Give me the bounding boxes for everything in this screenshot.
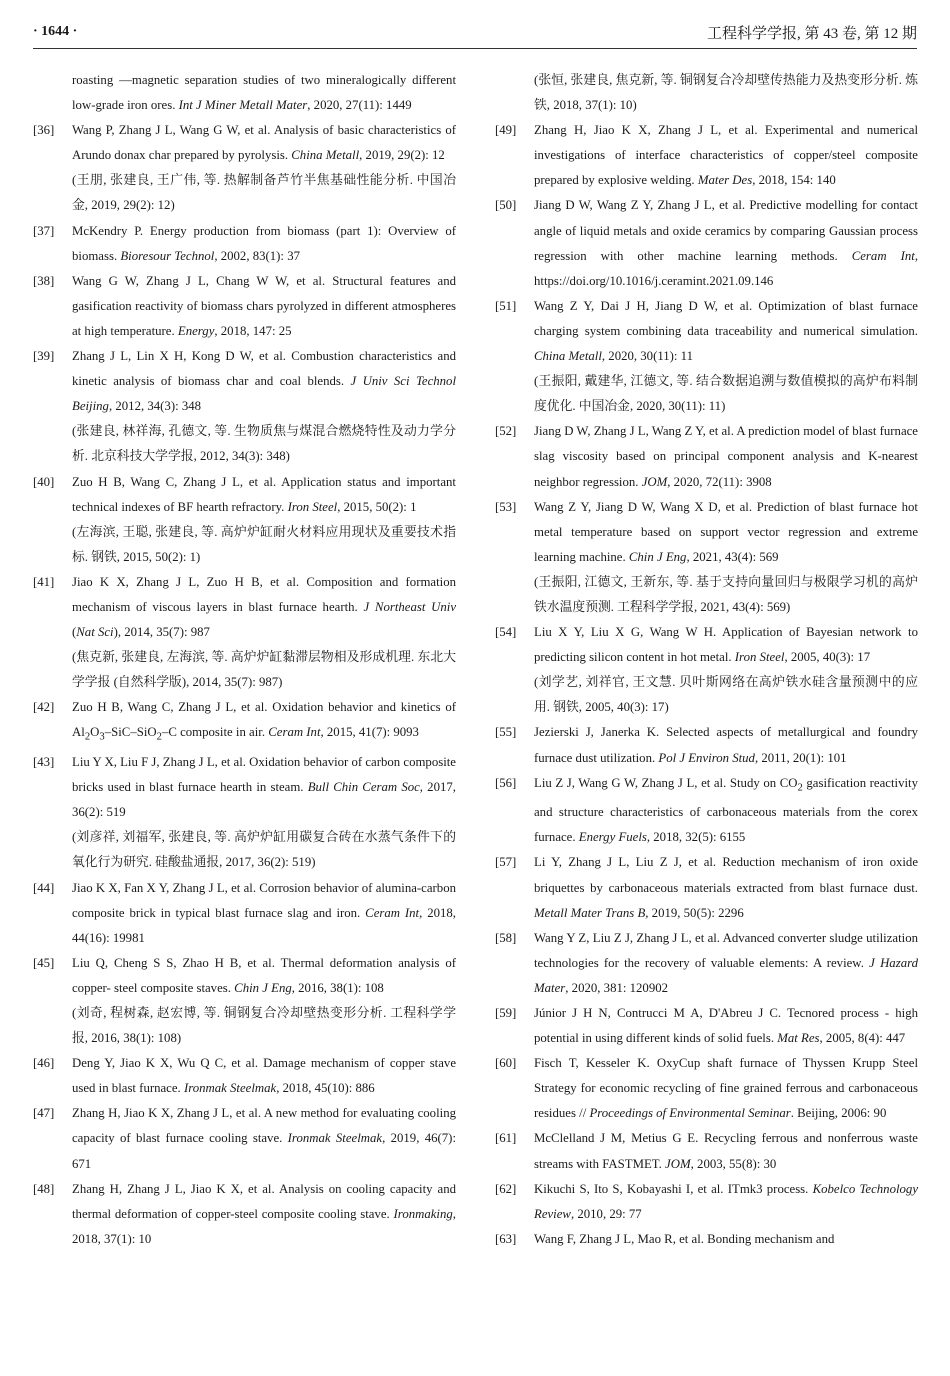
reference-number: [49] <box>495 123 517 138</box>
reference-entry <box>33 695 456 750</box>
reference-column-right <box>495 68 918 1252</box>
reference-number: [60] <box>495 1056 517 1071</box>
reference-text: Zhang J L, Lin X H, Kong D W, et al. Combustion characteristics and kinetic analysis of biomass char and coal blends. J Univ Sci Technol Beijing, 2012, 34(3): 348 (张建良, 林祥海, 孔德文, 等. 生物质焦与煤混合燃烧特性及动力学分析. 北京科技大学学报, 2012, 34(3): 348) <box>72 344 456 469</box>
reference-chinese-translation: (焦克新, 张建良, 左海滨, 等. 高炉炉缸黏滞层物相及形成机理. 东北大学学报 (自然科学版), 2014, 35(7): 987) <box>72 650 456 690</box>
reference-entry <box>495 1126 918 1176</box>
reference-column-left <box>33 68 456 1252</box>
reference-chinese-translation: (王振阳, 戴建华, 江德文, 等. 结合数据追溯与数值模拟的高炉布料制度优化. 中国冶金, 2020, 30(11): 11) <box>534 374 918 414</box>
reference-entry <box>495 495 918 620</box>
reference-text: Zuo H B, Wang C, Zhang J L, et al. Oxidation behavior and kinetics of $Al_2O_3-SiC-SiO_2-C$ composite in air. Ceram Int, 2015, 41(7): 9093 <box>72 700 456 743</box>
reference-number: [50] <box>495 198 517 213</box>
reference-entry <box>33 344 456 469</box>
reference-number: [62] <box>495 1181 517 1196</box>
reference-entry <box>33 470 456 570</box>
reference-number <box>33 68 72 118</box>
reference-chinese-translation: (左海滨, 王聪, 张建良, 等. 高炉炉缸耐火材料应用现状及重要技术指标. 钢铁, 2015, 50(2): 1) <box>72 524 456 564</box>
reference-entry <box>33 570 456 695</box>
reference-number: [36] <box>33 123 55 138</box>
reference-entry <box>495 68 918 118</box>
reference-number: [39] <box>33 349 55 364</box>
reference-number: [58] <box>495 930 517 945</box>
reference-number: [47] <box>33 1106 55 1121</box>
reference-entry <box>495 1227 918 1252</box>
reference-text: Jiao K X, Zhang J L, Zuo H B, et al. Composition and formation mechanism of viscous layers in blast furnace hearth. J Northeast Univ (Nat Sci), 2014, 35(7): 987 (焦克新, 张建良, 左海滨, 等. 高炉炉缸黏滞层物相及形成机理. 东北大学学报 (自然科学版), 2014, 35(7): 987) <box>72 570 456 695</box>
reference-entry <box>495 620 918 720</box>
reference-entry <box>33 951 456 1051</box>
reference-number: [43] <box>33 755 55 770</box>
reference-text: Li Y, Zhang J L, Liu Z J, et al. Reduction mechanism of iron oxide briquettes by carbonaceous materials extracted from blast furnace dust. Metall Mater Trans B, 2019, 50(5): 2296 <box>534 855 918 920</box>
reference-entry <box>495 1177 918 1227</box>
reference-text: Deng Y, Jiao K X, Wu Q C, et al. Damage mechanism of copper stave used in blast furnace. Ironmak Steelmak, 2018, 45(10): 886 <box>72 1056 456 1096</box>
reference-number: [59] <box>495 1006 517 1021</box>
reference-text: Liu X Y, Liu X G, Wang W H. Application of Bayesian network to predicting silicon content in hot metal. Iron Steel, 2005, 40(3): 17 (刘学艺, 刘祥官, 王文慧. 贝叶斯网络在高炉铁水硅含量预测中的应用. 钢铁, 2005, 40(3): 17) <box>534 620 918 720</box>
reference-text: Wang Z Y, Jiang D W, Wang X D, et al. Prediction of blast furnace hot metal temperature based on support vector regression and extreme learning machine. Chin J Eng, 2021, 43(4): 569 (王振阳, 江德文, 王新东, 等. 基于支持向量回归与极限学习机的高炉铁水温度预测. 工程科学学报, 2021, 43(4): 569) <box>534 495 918 620</box>
reference-chinese-translation: (王振阳, 江德文, 王新东, 等. 基于支持向量回归与极限学习机的高炉铁水温度预测. 工程科学学报, 2021, 43(4): 569) <box>534 574 918 614</box>
reference-number: [42] <box>33 700 55 715</box>
reference-chinese-translation: (刘彦祥, 刘福军, 张建良, 等. 高炉炉缸用碳复合砖在水蒸气条件下的氧化行为研究. 硅酸盐通报, 2017, 36(2): 519) <box>72 830 456 870</box>
reference-number: [51] <box>495 298 517 313</box>
reference-entry <box>33 68 456 118</box>
reference-entry <box>495 1051 918 1126</box>
reference-number: [57] <box>495 855 517 870</box>
reference-text: Liu Q, Cheng S S, Zhao H B, et al. Thermal deformation analysis of copper- steel composite staves. Chin J Eng, 2016, 38(1): 108 (刘奇, 程树森, 赵宏博, 等. 铜钢复合冷却壁热变形分析. 工程科学学报, 2016, 38(1): 108) <box>72 951 456 1051</box>
reference-entry <box>33 1177 456 1252</box>
reference-entry <box>495 926 918 1001</box>
reference-entry <box>495 419 918 494</box>
page-number: · 1644 · <box>33 24 78 39</box>
reference-text: Jiao K X, Fan X Y, Zhang J L, et al. Corrosion behavior of alumina-carbon composite brick in typical blast furnace slag and iron. Ceram Int, 2018, 44(16): 19981 <box>72 880 456 945</box>
reference-number: [61] <box>495 1131 517 1146</box>
reference-number: [56] <box>495 775 517 790</box>
reference-number: [38] <box>33 273 55 288</box>
reference-text: Jiang D W, Wang Z Y, Zhang J L, et al. Predictive modelling for contact angle of liquid metals and oxide ceramics by comparing Gaussian process regression with other machine learning methods. Ceram Int, https://doi.org/10.1016/j.ceramint.2021.09.146 <box>534 198 919 288</box>
page-header <box>33 22 917 49</box>
reference-text: Kikuchi S, Ito S, Kobayashi I, et al. ITmk3 process. Kobelco Technology Review, 2010, 29: 77 <box>534 1181 918 1221</box>
reference-text: Jiang D W, Zhang J L, Wang Z Y, et al. A prediction model of blast furnace slag viscosity based on principal component analysis and K-nearest neighbor regression. JOM, 2020, 72(11): 3908 <box>534 424 918 489</box>
reference-entry <box>495 850 918 925</box>
reference-text: Jezierski J, Janerka K. Selected aspects of metallurgical and foundry furnace dust utilization. Pol J Environ Stud, 2011, 20(1): 101 <box>534 725 918 765</box>
reference-entry <box>495 1001 918 1051</box>
reference-entry <box>495 720 918 770</box>
reference-text: McClelland J M, Metius G E. Recycling ferrous and nonferrous waste streams with FASTMET. JOM, 2003, 55(8): 30 <box>534 1131 918 1171</box>
reference-number: [37] <box>33 223 55 238</box>
reference-text: Wang Z Y, Dai J H, Jiang D W, et al. Optimization of blast furnace charging system combining data traceability and numerical simulation. China Metall, 2020, 30(11): 11 (王振阳, 戴建华, 江德文, 等. 结合数据追溯与数值模拟的高炉布料制度优化. 中国冶金, 2020, 30(11): 11) <box>534 294 918 419</box>
reference-text: Wang Y Z, Liu Z J, Zhang J L, et al. Advanced converter sludge utilization technologies for the recovery of valuable elements: A review. J Hazard Mater, 2020, 381: 120902 <box>534 930 918 995</box>
reference-number: [63] <box>495 1231 517 1246</box>
reference-entry <box>33 876 456 951</box>
reference-number: [41] <box>33 574 55 589</box>
reference-text: roasting —magnetic separation studies of two mineralogically different low-grade iron ores. Int J Miner Metall Mater, 2020, 27(11): 1449 <box>72 73 456 113</box>
reference-text: Wang G W, Zhang J L, Chang W W, et al. Structural features and gasification reactivity of biomass chars pyrolyzed in different atmospheres at high temperature. Energy, 2018, 147: 25 <box>72 273 456 338</box>
reference-entry <box>33 269 456 344</box>
reference-text: Liu Y X, Liu F J, Zhang J L, et al. Oxidation behavior of carbon composite bricks used in blast furnace hearth in steam. Bull Chin Ceram Soc, 2017, 36(2): 519 (刘彦祥, 刘福军, 张建良, 等. 高炉炉缸用碳复合砖在水蒸气条件下的氧化行为研究. 硅酸盐通报, 2017, 36(2): 519) <box>72 750 456 875</box>
reference-number: [45] <box>33 955 55 970</box>
reference-entry <box>495 193 918 293</box>
reference-chinese-translation: (刘学艺, 刘祥官, 王文慧. 贝叶斯网络在高炉铁水硅含量预测中的应用. 钢铁, 2005, 40(3): 17) <box>534 675 918 715</box>
reference-chinese-translation: (刘奇, 程树森, 赵宏博, 等. 铜钢复合冷却壁热变形分析. 工程科学学报, 2016, 38(1): 108) <box>72 1006 456 1046</box>
reference-entry <box>495 294 918 419</box>
reference-text: Fisch T, Kesseler K. OxyCup shaft furnace of Thyssen Krupp Steel Strategy for economic recycling of fine grained ferrous and carbonaceous residues // Proceedings of Environmental Seminar. Beijing, 2006: 90 <box>534 1056 918 1121</box>
reference-number: [40] <box>33 474 55 489</box>
reference-chinese-translation: (张建良, 林祥海, 孔德文, 等. 生物质焦与煤混合燃烧特性及动力学分析. 北京科技大学学报, 2012, 34(3): 348) <box>72 424 456 464</box>
reference-entry <box>33 1101 456 1176</box>
reference-number: [52] <box>495 424 517 439</box>
reference-number <box>495 68 534 118</box>
reference-text: Zuo H B, Wang C, Zhang J L, et al. Application status and important technical indexes of BF hearth refractory. Iron Steel, 2015, 50(2): 1 (左海滨, 王聪, 张建良, 等. 高炉炉缸耐火材料应用现状及重要技术指标. 钢铁, 2015, 50(2): 1) <box>72 470 456 570</box>
reference-text: Zhang H, Jiao K X, Zhang J L, et al. Experimental and numerical investigations of interface characteristics of copper/steel composite prepared by explosive welding. Mater Des, 2018, 154: 140 <box>534 123 918 188</box>
reference-number: [53] <box>495 499 517 514</box>
reference-number: [46] <box>33 1056 55 1071</box>
reference-text: Zhang H, Jiao K X, Zhang J L, et al. A new method for evaluating cooling capacity of blast furnace cooling stave. Ironmak Steelmak, 2019, 46(7): 671 <box>72 1106 456 1171</box>
reference-entry <box>33 118 456 218</box>
reference-number: [48] <box>33 1181 55 1196</box>
journal-title: 工程科学学报, 第 43 卷, 第 12 期 <box>706 26 917 42</box>
reference-text: McKendry P. Energy production from biomass (part 1): Overview of biomass. Bioresour Technol, 2002, 83(1): 37 <box>72 223 456 263</box>
reference-text: Wang P, Zhang J L, Wang G W, et al. Analysis of basic characteristics of Arundo donax char prepared by pyrolysis. China Metall, 2019, 29(2): 12 (王朋, 张建良, 王广伟, 等. 热解制备芦竹半焦基础性能分析. 中国冶金, 2019, 29(2): 12) <box>72 118 456 218</box>
reference-entry <box>33 1051 456 1101</box>
reference-text: (张恒, 张建良, 焦克新, 等. 铜钢复合冷却壁传热能力及热变形分析. 炼铁, 2018, 37(1): 10) <box>534 73 918 113</box>
reference-number: [44] <box>33 880 55 895</box>
reference-text: Júnior J H N, Contrucci M A, D'Abreu J C. Tecnored process - high potential in using different kinds of solid fuels. Mat Res, 2005, 8(4): 447 <box>534 1006 918 1046</box>
reference-entry <box>33 750 456 875</box>
reference-entry <box>495 771 918 851</box>
reference-text: Liu Z J, Wang G W, Zhang J L, et al. Study on $CO_2$ gasification reactivity and structure characteristics of carbonaceous materials from the corex furnace. Energy Fuels, 2018, 32(5): 6155 <box>534 775 918 845</box>
reference-chinese-translation: (王朋, 张建良, 王广伟, 等. 热解制备芦竹半焦基础性能分析. 中国冶金, 2019, 29(2): 12) <box>72 173 456 213</box>
reference-text: Zhang H, Zhang J L, Jiao K X, et al. Analysis on cooling capacity and thermal deformation of copper-steel composite cooling stave. Ironmaking, 2018, 37(1): 10 <box>72 1181 456 1246</box>
reference-entry <box>33 219 456 269</box>
reference-entry <box>495 118 918 193</box>
reference-number: [54] <box>495 625 517 640</box>
reference-text: Wang F, Zhang J L, Mao R, et al. Bonding mechanism and <box>534 1231 835 1246</box>
reference-number: [55] <box>495 725 517 740</box>
